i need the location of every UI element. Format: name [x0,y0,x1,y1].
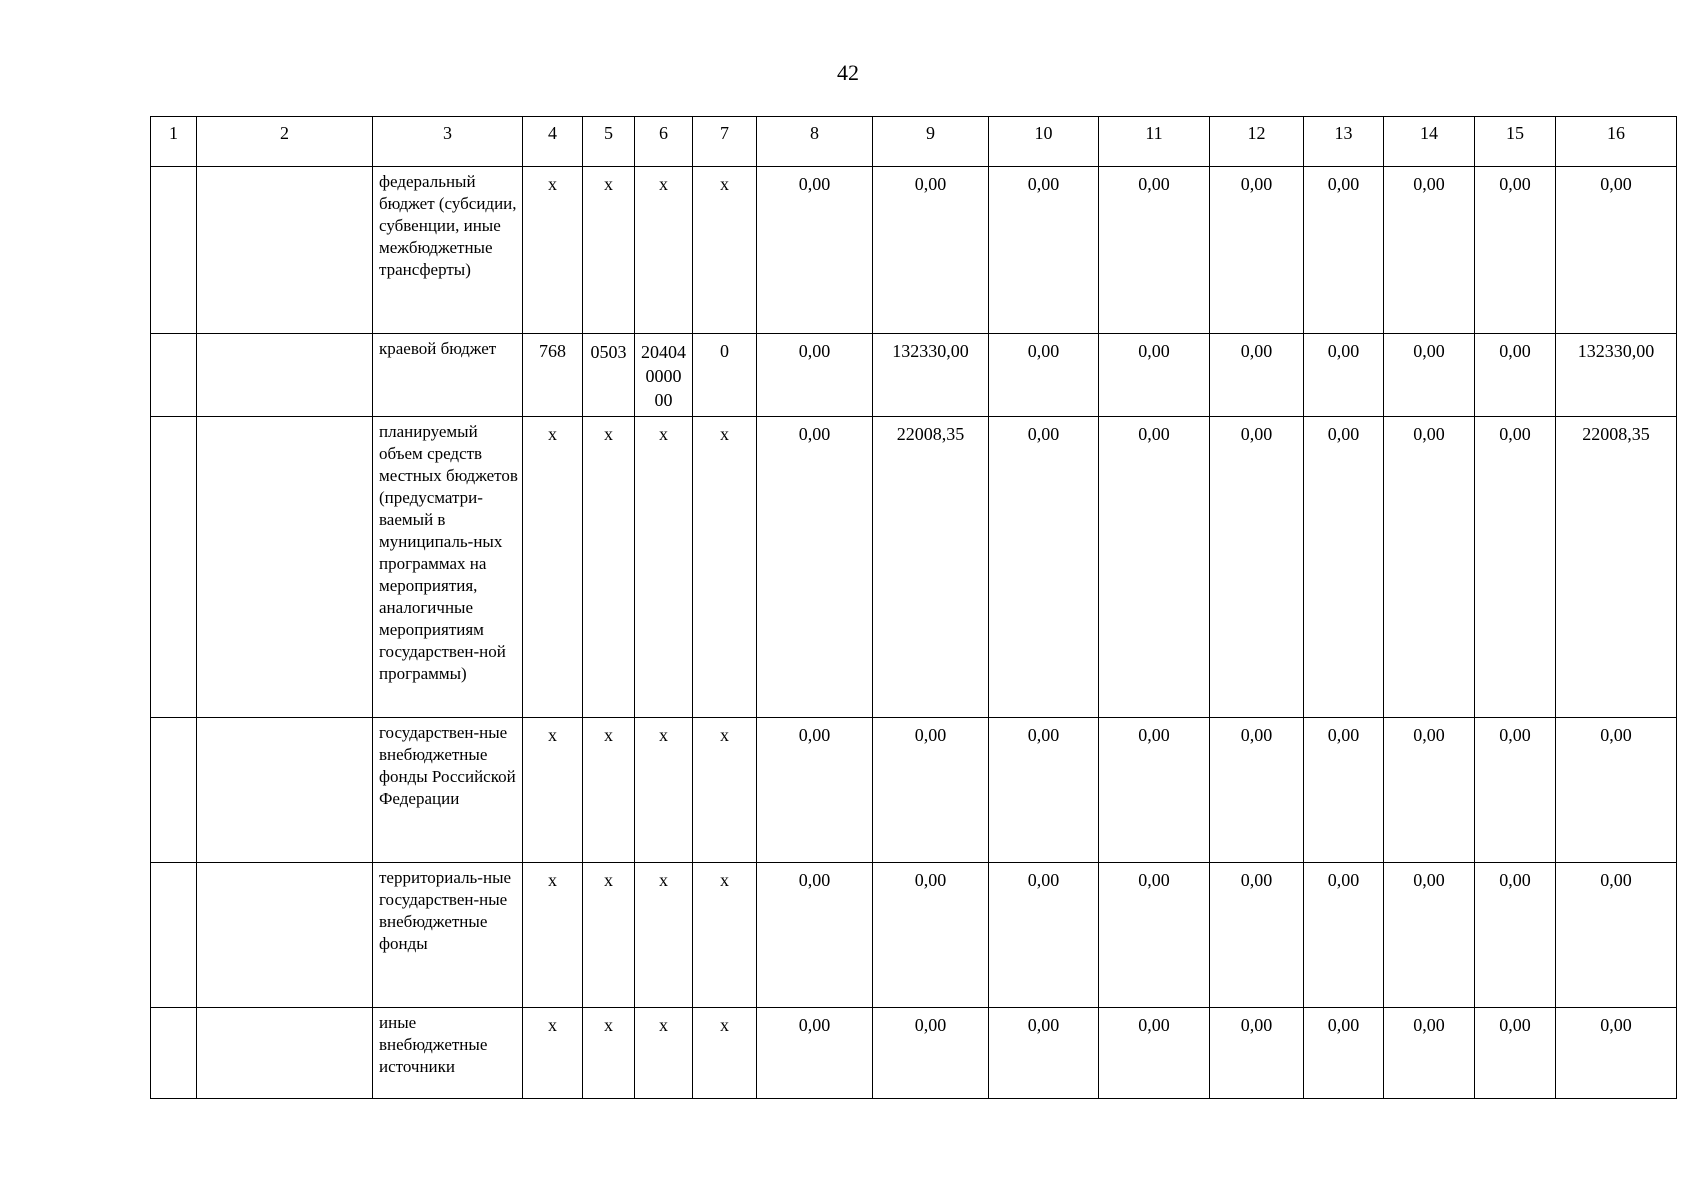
cell-col-9: 132330,00 [873,334,989,417]
budget-table [150,116,1677,1099]
cell-col-1 [151,718,197,863]
cell-col-13: 0,00 [1304,334,1384,417]
column-header: 14 [1384,117,1475,167]
column-header: 4 [523,117,583,167]
cell-col-10: 0,00 [989,334,1099,417]
cell-col-14: 0,00 [1384,334,1475,417]
cell-col-4: x [523,718,583,863]
cell-col-1 [151,334,197,417]
cell-col-1 [151,167,197,334]
cell-col-4: x [523,1008,583,1099]
cell-col-13: 0,00 [1304,1008,1384,1099]
cell-col-8: 0,00 [757,417,873,718]
cell-col-5: x [583,167,635,334]
cell-col-11: 0,00 [1099,334,1210,417]
column-header: 6 [635,117,693,167]
funding-source-name: планируемый объем средств местных бюджетов (предусматри-ваемый в муниципаль-ных программах на мероприятия, аналогичные мероприятиям государствен-ной программы) [373,417,523,718]
cell-col-9: 0,00 [873,863,989,1008]
cell-col-13: 0,00 [1304,167,1384,334]
cell-col-16: 0,00 [1556,863,1677,1008]
column-header: 15 [1475,117,1556,167]
table-row [151,167,1677,334]
cell-col-14: 0,00 [1384,863,1475,1008]
table-row [151,863,1677,1008]
cell-col-11: 0,00 [1099,718,1210,863]
table-row [151,334,1677,417]
cell-col-6: x [635,167,693,334]
funding-source-name: иные внебюджетные источники [373,1008,523,1099]
cell-col-8: 0,00 [757,718,873,863]
cell-col-12: 0,00 [1210,718,1304,863]
cell-col-1 [151,417,197,718]
cell-col-15: 0,00 [1475,417,1556,718]
cell-col-8: 0,00 [757,167,873,334]
cell-col-1 [151,863,197,1008]
cell-col-2 [197,167,373,334]
cell-col-10: 0,00 [989,1008,1099,1099]
cell-col-2 [197,334,373,417]
cell-col-12: 0,00 [1210,1008,1304,1099]
cell-col-7: x [693,167,757,334]
cell-col-8: 0,00 [757,334,873,417]
cell-col-12: 0,00 [1210,334,1304,417]
cell-col-4: x [523,863,583,1008]
cell-col-13: 0,00 [1304,417,1384,718]
column-header: 13 [1304,117,1384,167]
cell-col-16: 22008,35 [1556,417,1677,718]
table-row [151,417,1677,718]
cell-col-11: 0,00 [1099,863,1210,1008]
column-header: 5 [583,117,635,167]
cell-col-6: x [635,863,693,1008]
cell-col-10: 0,00 [989,718,1099,863]
cell-col-13: 0,00 [1304,718,1384,863]
cell-col-2 [197,863,373,1008]
cell-col-7: x [693,718,757,863]
cell-col-11: 0,00 [1099,417,1210,718]
cell-col-9: 0,00 [873,167,989,334]
cell-col-5: x [583,417,635,718]
cell-col-12: 0,00 [1210,167,1304,334]
cell-col-11: 0,00 [1099,167,1210,334]
column-header: 7 [693,117,757,167]
cell-col-12: 0,00 [1210,863,1304,1008]
cell-col-6: x [635,718,693,863]
funding-source-name: территориаль-ные государствен-ные внебюджетные фонды [373,863,523,1008]
cell-col-14: 0,00 [1384,167,1475,334]
cell-col-4: x [523,167,583,334]
header-row [151,117,1677,167]
cell-col-7: x [693,417,757,718]
cell-col-16: 0,00 [1556,167,1677,334]
cell-col-2 [197,718,373,863]
page-number: 42 [837,60,859,85]
column-header: 8 [757,117,873,167]
cell-col-10: 0,00 [989,167,1099,334]
cell-col-7: x [693,1008,757,1099]
cell-col-5: x [583,863,635,1008]
cell-col-14: 0,00 [1384,718,1475,863]
table-row [151,1008,1677,1099]
cell-col-6: 204040000 00 [635,334,693,417]
cell-col-9: 22008,35 [873,417,989,718]
cell-col-2 [197,1008,373,1099]
cell-col-13: 0,00 [1304,863,1384,1008]
cell-col-14: 0,00 [1384,417,1475,718]
cell-col-1 [151,1008,197,1099]
cell-col-9: 0,00 [873,1008,989,1099]
cell-col-16: 0,00 [1556,718,1677,863]
cell-col-5: x [583,1008,635,1099]
column-header: 2 [197,117,373,167]
column-header: 11 [1099,117,1210,167]
cell-col-9: 0,00 [873,718,989,863]
cell-col-10: 0,00 [989,863,1099,1008]
cell-col-16: 0,00 [1556,1008,1677,1099]
cell-col-5: 0503 [583,334,635,417]
funding-source-name: государствен-ные внебюджетные фонды Российской Федерации [373,718,523,863]
cell-col-15: 0,00 [1475,863,1556,1008]
cell-col-12: 0,00 [1210,417,1304,718]
cell-col-8: 0,00 [757,1008,873,1099]
cell-col-10: 0,00 [989,417,1099,718]
column-header: 3 [373,117,523,167]
column-header: 16 [1556,117,1677,167]
cell-col-15: 0,00 [1475,1008,1556,1099]
cell-col-16: 132330,00 [1556,334,1677,417]
cell-col-2 [197,417,373,718]
cell-col-4: 768 [523,334,583,417]
cell-col-15: 0,00 [1475,167,1556,334]
cell-col-14: 0,00 [1384,1008,1475,1099]
cell-col-6: x [635,1008,693,1099]
column-header: 12 [1210,117,1304,167]
funding-source-name: краевой бюджет [373,334,523,417]
cell-col-6: x [635,417,693,718]
cell-col-7: x [693,863,757,1008]
cell-col-4: x [523,417,583,718]
cell-col-15: 0,00 [1475,334,1556,417]
column-header: 10 [989,117,1099,167]
table-row [151,718,1677,863]
column-header: 1 [151,117,197,167]
funding-source-name: федеральный бюджет (субсидии, субвенции, иные межбюджетные трансферты) [373,167,523,334]
cell-col-7: 0 [693,334,757,417]
cell-col-8: 0,00 [757,863,873,1008]
cell-col-11: 0,00 [1099,1008,1210,1099]
cell-col-15: 0,00 [1475,718,1556,863]
cell-col-5: x [583,718,635,863]
column-header: 9 [873,117,989,167]
